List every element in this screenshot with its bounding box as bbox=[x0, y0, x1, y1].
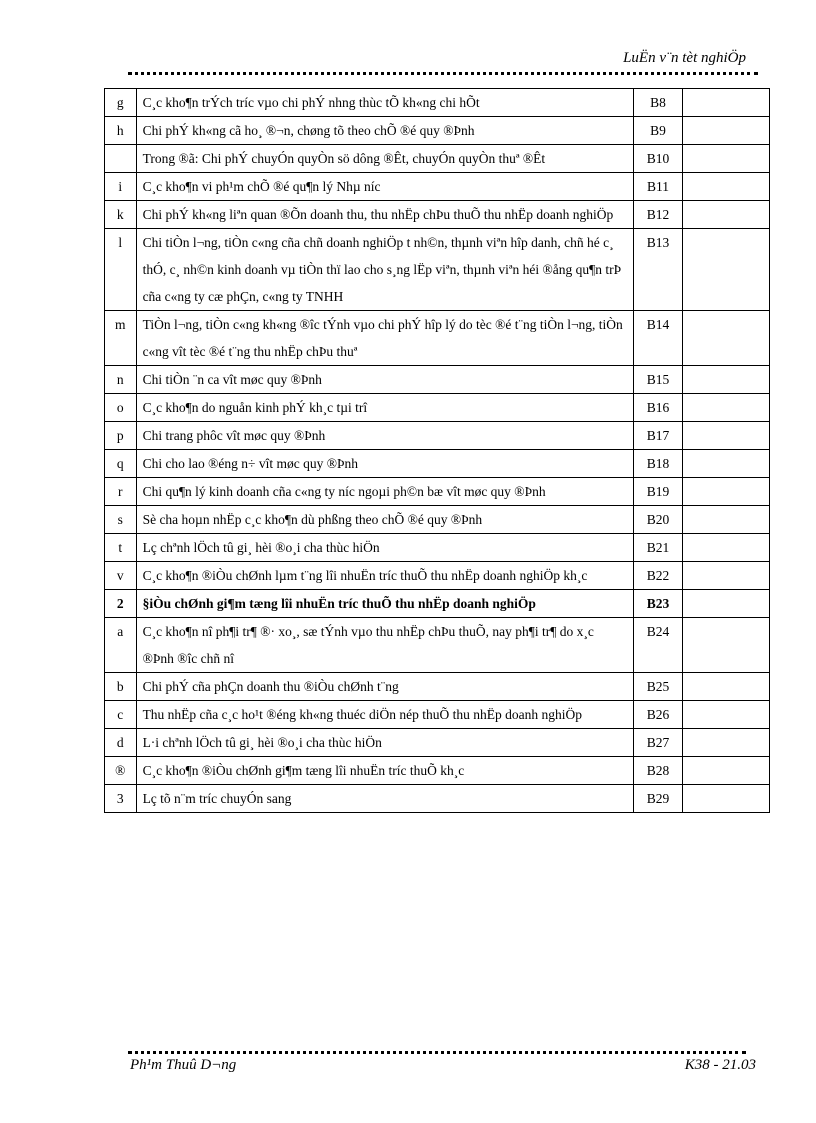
row-code: k bbox=[105, 201, 137, 229]
table-row bbox=[105, 785, 770, 813]
row-code: g bbox=[105, 89, 137, 117]
row-description: Chi trang phôc vît møc quy ®Þnh bbox=[136, 422, 633, 450]
row-reference-code: B19 bbox=[633, 478, 683, 506]
row-reference-code: B29 bbox=[633, 785, 683, 813]
table-row bbox=[105, 729, 770, 757]
row-code: o bbox=[105, 394, 137, 422]
row-code: v bbox=[105, 562, 137, 590]
row-code: n bbox=[105, 366, 137, 394]
row-reference-code: B17 bbox=[633, 422, 683, 450]
row-value bbox=[683, 478, 770, 506]
footer-dotted-rule bbox=[128, 1051, 746, 1054]
table-row bbox=[105, 229, 770, 311]
row-reference-code: B23 bbox=[633, 590, 683, 618]
row-code: t bbox=[105, 534, 137, 562]
row-code: l bbox=[105, 229, 137, 311]
row-code bbox=[105, 145, 137, 173]
row-value bbox=[683, 562, 770, 590]
table-row bbox=[105, 117, 770, 145]
row-code: d bbox=[105, 729, 137, 757]
row-description: C¸c kho¶n ®iÒu chØnh gi¶m tæng lîi nhuËn tríc thuÕ kh¸c bbox=[136, 757, 633, 785]
row-value bbox=[683, 506, 770, 534]
row-value bbox=[683, 173, 770, 201]
row-code: h bbox=[105, 117, 137, 145]
row-value bbox=[683, 590, 770, 618]
table-row bbox=[105, 701, 770, 729]
row-reference-code: B22 bbox=[633, 562, 683, 590]
header-dotted-rule bbox=[128, 72, 758, 75]
row-description: Sè cha hoµn nhËp c¸c kho¶n dù phßng theo chÕ ®é quy ®Þnh bbox=[136, 506, 633, 534]
row-description: C¸c kho¶n vi ph¹m chÕ ®é qu¶n lý Nhµ níc bbox=[136, 173, 633, 201]
row-code: r bbox=[105, 478, 137, 506]
row-code: 3 bbox=[105, 785, 137, 813]
row-value bbox=[683, 201, 770, 229]
row-value bbox=[683, 422, 770, 450]
table-row bbox=[105, 145, 770, 173]
table-row bbox=[105, 201, 770, 229]
row-reference-code: B16 bbox=[633, 394, 683, 422]
table-row bbox=[105, 534, 770, 562]
row-reference-code: B14 bbox=[633, 311, 683, 366]
row-description: L·i chªnh lÖch tû gi¸ hèi ®o¸i cha thùc hiÖn bbox=[136, 729, 633, 757]
row-code: q bbox=[105, 450, 137, 478]
row-code: ® bbox=[105, 757, 137, 785]
row-code: 2 bbox=[105, 590, 137, 618]
row-reference-code: B26 bbox=[633, 701, 683, 729]
table-row bbox=[105, 618, 770, 673]
row-reference-code: B18 bbox=[633, 450, 683, 478]
row-value bbox=[683, 534, 770, 562]
row-description: C¸c kho¶n trÝch tríc vµo chi phÝ nhng thùc tÕ kh«ng chi hÕt bbox=[136, 89, 633, 117]
row-description: C¸c kho¶n do nguån kinh phÝ kh¸c tµi trî bbox=[136, 394, 633, 422]
row-value bbox=[683, 701, 770, 729]
row-value bbox=[683, 785, 770, 813]
row-value bbox=[683, 145, 770, 173]
row-description: C¸c kho¶n ®iÒu chØnh lµm t¨ng lîi nhuËn tríc thuÕ thu nhËp doanh nghiÖp kh¸c bbox=[136, 562, 633, 590]
row-description: Chi phÝ kh«ng cã ho¸ ®¬n, chøng tõ theo chÕ ®é quy ®Þnh bbox=[136, 117, 633, 145]
row-value bbox=[683, 229, 770, 311]
table-row bbox=[105, 673, 770, 701]
table-row bbox=[105, 590, 770, 618]
table-row bbox=[105, 394, 770, 422]
table-row bbox=[105, 562, 770, 590]
row-value bbox=[683, 311, 770, 366]
row-description: Chi phÝ kh«ng liªn quan ®Õn doanh thu, thu nhËp chÞu thuÕ thu nhËp doanh nghiÖp bbox=[136, 201, 633, 229]
row-value bbox=[683, 729, 770, 757]
row-value bbox=[683, 673, 770, 701]
row-code: p bbox=[105, 422, 137, 450]
row-value bbox=[683, 450, 770, 478]
table-row bbox=[105, 422, 770, 450]
table-row bbox=[105, 173, 770, 201]
row-reference-code: B15 bbox=[633, 366, 683, 394]
row-reference-code: B11 bbox=[633, 173, 683, 201]
row-value bbox=[683, 366, 770, 394]
row-reference-code: B10 bbox=[633, 145, 683, 173]
row-description: Thu nhËp cña c¸c ho¹t ®éng kh«ng thuéc diÖn nép thuÕ thu nhËp doanh nghiÖp bbox=[136, 701, 633, 729]
row-description: Trong ®ã: Chi phÝ chuyÓn quyÒn sö dông ®Êt, chuyÓn quyÒn thuª ®Êt bbox=[136, 145, 633, 173]
row-description: Chi qu¶n lý kinh doanh cña c«ng ty níc ngoµi ph©n bæ vît møc quy ®Þnh bbox=[136, 478, 633, 506]
row-description: §iÒu chØnh gi¶m tæng lîi nhuËn tríc thuÕ thu nhËp doanh nghiÖp bbox=[136, 590, 633, 618]
row-description: Chi tiÒn l¬ng, tiÒn c«ng cña chñ doanh nghiÖp t nh©n, thµnh viªn hîp danh, chñ hé c¸ thÓ, c¸ nh©n kinh doanh vµ tiÒn thï lao cho s¸ng lËp viªn, thµnh viªn héi ®ång qu¶n trÞ cña c«ng ty cæ phÇn, c«ng ty TNHH bbox=[136, 229, 633, 311]
row-reference-code: B24 bbox=[633, 618, 683, 673]
row-reference-code: B25 bbox=[633, 673, 683, 701]
row-reference-code: B21 bbox=[633, 534, 683, 562]
row-value bbox=[683, 618, 770, 673]
row-description: Chi tiÒn ¨n ca vît møc quy ®Þnh bbox=[136, 366, 633, 394]
row-reference-code: B12 bbox=[633, 201, 683, 229]
row-description: Chi cho lao ®éng n÷ vît møc quy ®Þnh bbox=[136, 450, 633, 478]
table-body bbox=[105, 89, 770, 813]
tax-adjustment-table bbox=[104, 88, 770, 813]
row-value bbox=[683, 757, 770, 785]
row-reference-code: B20 bbox=[633, 506, 683, 534]
row-description: C¸c kho¶n nî ph¶i tr¶ ®· xo¸, sæ tÝnh vµo thu nhËp chÞu thuÕ, nay ph¶i tr¶ do x¸c ®Þnh ®îc chñ nî bbox=[136, 618, 633, 673]
table-row bbox=[105, 478, 770, 506]
row-description: Chi phÝ cña phÇn doanh thu ®iÒu chØnh t¨ng bbox=[136, 673, 633, 701]
row-value bbox=[683, 117, 770, 145]
table-row bbox=[105, 450, 770, 478]
row-value bbox=[683, 394, 770, 422]
row-description: TiÒn l¬ng, tiÒn c«ng kh«ng ®îc tÝnh vµo chi phÝ hîp lý do tèc ®é t¨ng tiÒn l¬ng, tiÒn c«ng vît tèc ®é t¨ng thu nhËp chÞu thuª bbox=[136, 311, 633, 366]
row-code: s bbox=[105, 506, 137, 534]
table-row bbox=[105, 506, 770, 534]
row-code: i bbox=[105, 173, 137, 201]
row-reference-code: B28 bbox=[633, 757, 683, 785]
row-reference-code: B27 bbox=[633, 729, 683, 757]
footer-author: Ph¹m Thuû D¬ng bbox=[130, 1057, 237, 1073]
row-code: a bbox=[105, 618, 137, 673]
table-row bbox=[105, 366, 770, 394]
row-description: Lç tõ n¨m tríc chuyÓn sang bbox=[136, 785, 633, 813]
row-reference-code: B9 bbox=[633, 117, 683, 145]
row-code: b bbox=[105, 673, 137, 701]
row-code: m bbox=[105, 311, 137, 366]
row-description: Lç chªnh lÖch tû gi¸ hèi ®o¸i cha thùc hiÖn bbox=[136, 534, 633, 562]
footer-class-code: K38 - 21.03 bbox=[684, 1057, 756, 1073]
row-value bbox=[683, 89, 770, 117]
table-row bbox=[105, 757, 770, 785]
row-code: c bbox=[105, 701, 137, 729]
document-header-title: LuËn v¨n tèt nghiÖp bbox=[623, 50, 746, 66]
table-row bbox=[105, 89, 770, 117]
table-row bbox=[105, 311, 770, 366]
row-reference-code: B8 bbox=[633, 89, 683, 117]
row-reference-code: B13 bbox=[633, 229, 683, 311]
